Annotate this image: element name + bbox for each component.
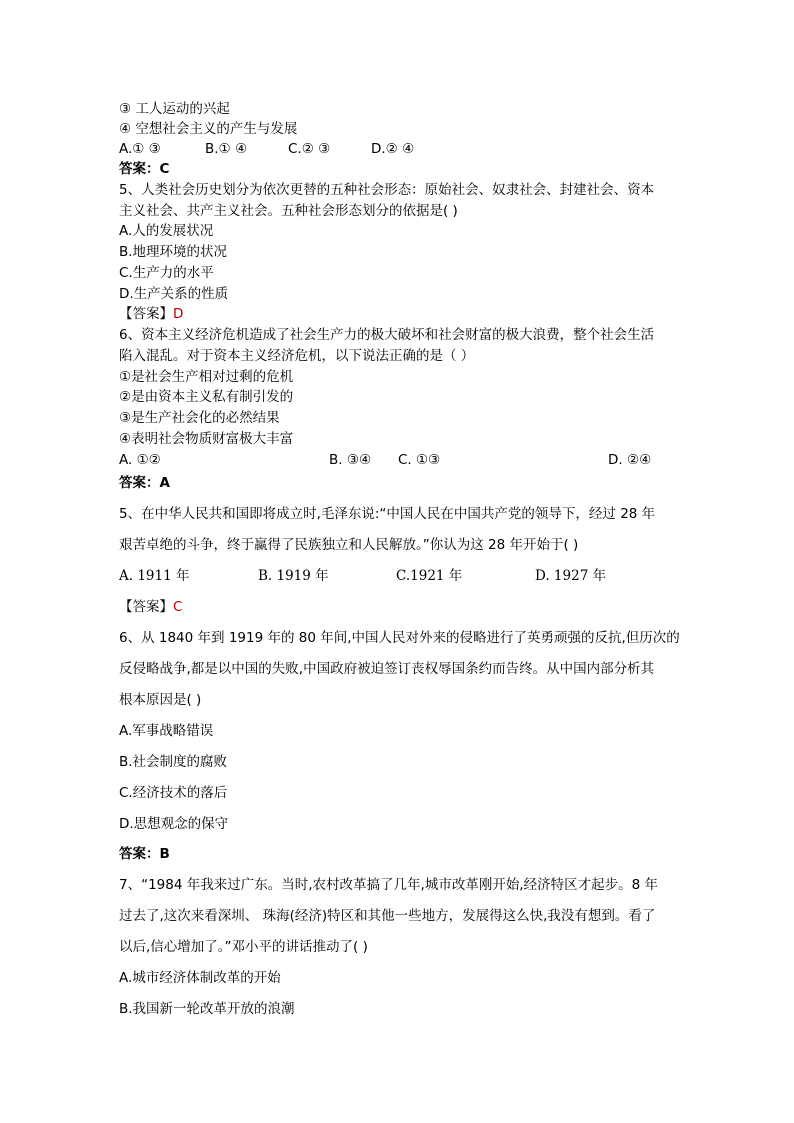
answer-line (119, 305, 183, 323)
choice-c: C.1921 年 (396, 568, 463, 584)
choice-a: A.人的发展状况 (119, 223, 214, 239)
choice-a: A.城市经济体制改革的开始 (119, 970, 281, 986)
choice-c: C. ①③ (398, 452, 441, 468)
choice-b: B. ③④ (329, 452, 372, 468)
question-text: 5、人类社会历史划分为依次更替的五种社会形态：原始社会、奴隶社会、封建社会、资本 (119, 182, 655, 198)
answer-line: 答案：A (119, 475, 170, 491)
answer-line: 答案：B (119, 846, 170, 862)
answer-line: 答案：C (119, 161, 170, 177)
choice-c: C.经济技术的落后 (119, 785, 228, 801)
choice-d: D. 1927 年 (535, 568, 607, 584)
question-text: 主义社会、共产主义社会。五种社会形态划分的依据是( ) (119, 203, 458, 219)
choice-b: B.① ④ (205, 141, 248, 157)
statement-4: ④表明社会物质财富极大丰富 (119, 431, 294, 447)
question-text: 6、资本主义经济危机造成了社会生产力的极大破坏和社会财富的极大浪费，整个社会生活 (119, 327, 655, 343)
choice-c: C.② ③ (288, 141, 331, 157)
choice-b: B.社会制度的腐败 (119, 754, 228, 770)
question-text: 反侵略战争,都是以中国的失败,中国政府被迫签订丧权辱国条约而告终。从中国内部分析其 (119, 661, 655, 677)
answer-tag: 【答案】 (119, 306, 173, 322)
choice-a: A. 1911 年 (119, 568, 190, 584)
statement-2: ②是由资本主义私有制引发的 (119, 389, 294, 405)
question-text: 艰苦卓绝的斗争，终于赢得了民族独立和人民解放。”你认为这 28 年开始于( ) (119, 537, 579, 553)
question-text: 陷入混乱。对于资本主义经济危机，以下说法正确的是（ ） (119, 348, 475, 364)
option-line-3: ③ 工人运动的兴起 (119, 101, 230, 117)
answer-line (119, 598, 182, 616)
question-text: 根本原因是( ) (119, 692, 202, 708)
option-line-4: ④ 空想社会主义的产生与发展 (119, 121, 298, 137)
question-text: 以后,信心增加了。”邓小平的讲话推动了( ) (119, 939, 368, 955)
question-text: 过去了,这次来看深圳、 珠海(经济)特区和其他一些地方，发展得这么快,我没有想到。看了 (119, 908, 656, 924)
answer-tag: 【答案】 (119, 599, 173, 615)
choice-b: B.我国新一轮改革开放的浪潮 (119, 1001, 295, 1017)
choice-b: B.地理环境的状况 (119, 244, 228, 260)
choice-b: B. 1919 年 (258, 568, 329, 584)
choice-a: A.军事战略错误 (119, 723, 214, 739)
statement-1: ①是社会生产相对过剩的危机 (119, 369, 294, 385)
question-text: 5、在中华人民共和国即将成立时,毛泽东说:“中国人民在中国共产党的领导下，经过 28 年 (119, 506, 656, 522)
choice-c: C.生产力的水平 (119, 265, 214, 281)
choice-d: D.② ④ (371, 141, 415, 157)
answer-value: C (173, 599, 183, 615)
choice-d: D.思想观念的保守 (119, 816, 229, 832)
question-text: 6、从 1840 年到 1919 年的 80 年间,中国人民对外来的侵略进行了英勇顽强的反抗,但历次的 (119, 630, 680, 646)
choice-d: D. ②④ (608, 452, 652, 468)
choice-d: D.生产关系的性质 (119, 286, 229, 302)
choice-a: A. ①② (119, 452, 161, 468)
answer-value: D (173, 306, 184, 322)
statement-3: ③是生产社会化的必然结果 (119, 410, 280, 426)
question-text: 7、“1984 年我来过广东。当时,农村改革搞了几年,城市改革刚开始,经济特区才起步。8 年 (119, 877, 658, 893)
choice-a: A.① ③ (119, 141, 161, 157)
